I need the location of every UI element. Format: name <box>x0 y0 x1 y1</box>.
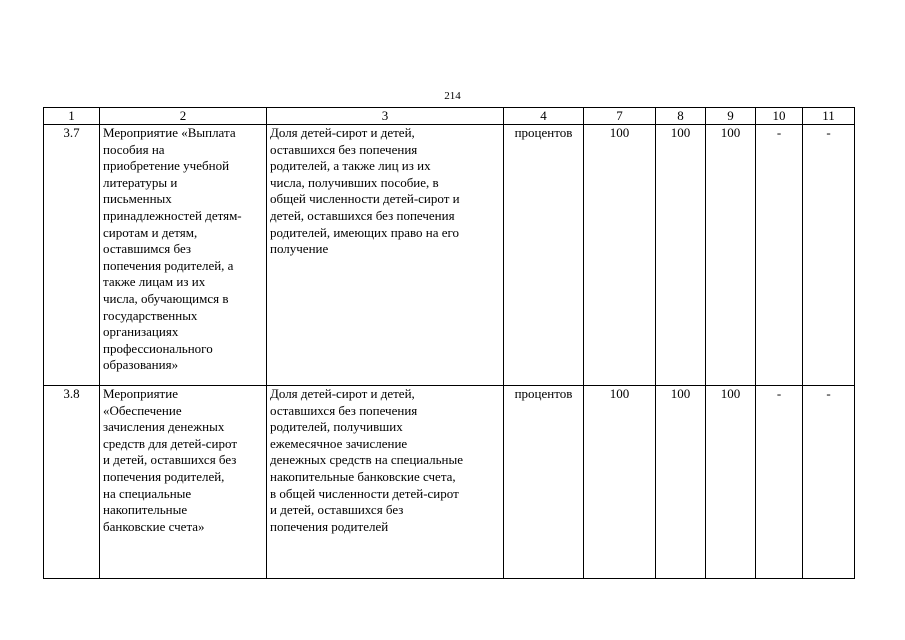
event-line: средств для детей-сирот <box>103 435 238 451</box>
indicator-line: денежных средств на специальные <box>270 452 464 468</box>
event-line: образования» <box>103 357 179 373</box>
unit-cell: процентов <box>504 125 584 386</box>
event-cell <box>100 125 267 386</box>
event-line: зачисления денежных <box>103 419 225 435</box>
indicator-line: Доля детей-сирот и детей, <box>270 125 415 140</box>
header-col-11: 11 <box>803 108 855 125</box>
event-line: «Обеспечение <box>103 402 182 418</box>
event-line: Мероприятие <box>103 386 178 401</box>
row-number: 3.8 <box>44 386 100 579</box>
event-line: литературы и <box>103 174 178 190</box>
value-col-11: - <box>803 386 855 579</box>
header-col-2: 2 <box>100 108 267 125</box>
header-col-9: 9 <box>706 108 756 125</box>
unit-cell: процентов <box>504 386 584 579</box>
indicator-line: оставшихся без попечения <box>270 141 418 157</box>
event-line: профессионального <box>103 340 213 356</box>
header-col-4: 4 <box>504 108 584 125</box>
event-line: банковские счета» <box>103 518 205 534</box>
value-col-7: 100 <box>584 125 656 386</box>
indicator-line: детей, оставшихся без попечения <box>270 207 455 223</box>
event-line: числа, обучающимся в <box>103 290 229 306</box>
header-col-7: 7 <box>584 108 656 125</box>
value-col-10: - <box>756 125 803 386</box>
indicator-line: родителей, а также лиц из их <box>270 158 431 174</box>
event-line: на специальные <box>103 485 192 501</box>
indicator-line: родителей, получивших <box>270 419 403 435</box>
event-line: накопительные <box>103 502 188 518</box>
row-number: 3.7 <box>44 125 100 386</box>
event-line: приобретение учебной <box>103 158 230 174</box>
event-line: оставшимся без <box>103 241 192 257</box>
table-row <box>44 386 855 579</box>
value-col-9: 100 <box>706 125 756 386</box>
indicator-cell <box>267 125 504 386</box>
indicator-line: в общей численности детей-сирот <box>270 485 459 501</box>
indicator-line: получение <box>270 241 329 257</box>
header-col-3: 3 <box>267 108 504 125</box>
event-cell <box>100 386 267 579</box>
event-line: также лицам из их <box>103 274 206 290</box>
header-col-10: 10 <box>756 108 803 125</box>
value-col-7: 100 <box>584 386 656 579</box>
table-row <box>44 125 855 386</box>
header-row <box>44 108 855 125</box>
event-line: организациях <box>103 324 179 340</box>
indicator-line: родителей, имеющих право на его <box>270 224 460 240</box>
event-line: попечения родителей, а <box>103 257 234 273</box>
value-col-11: - <box>803 125 855 386</box>
event-line: и детей, оставшихся без <box>103 452 237 468</box>
indicator-line: попечения родителей <box>270 518 389 534</box>
event-line: принадлежностей детям- <box>103 207 242 223</box>
indicator-line: накопительные банковские счета, <box>270 468 456 484</box>
indicator-line: и детей, оставшихся без <box>270 502 404 518</box>
event-line: пособия на <box>103 141 165 157</box>
page-number: 214 <box>444 90 461 102</box>
indicator-line: общей численности детей-сирот и <box>270 191 460 207</box>
value-col-9: 100 <box>706 386 756 579</box>
measures-table <box>43 107 855 579</box>
header-col-1: 1 <box>44 108 100 125</box>
event-line: Мероприятие «Выплата <box>103 125 236 140</box>
indicator-line: Доля детей-сирот и детей, <box>270 386 415 401</box>
event-line: попечения родителей, <box>103 468 225 484</box>
indicator-line: числа, получивших пособие, в <box>270 174 439 190</box>
indicator-line: ежемесячное зачисление <box>270 435 408 451</box>
event-line: сиротам и детям, <box>103 224 198 240</box>
event-line: государственных <box>103 307 198 323</box>
value-col-8: 100 <box>656 386 706 579</box>
value-col-8: 100 <box>656 125 706 386</box>
indicator-cell <box>267 386 504 579</box>
value-col-10: - <box>756 386 803 579</box>
event-line: письменных <box>103 191 172 207</box>
indicator-line: оставшихся без попечения <box>270 402 418 418</box>
header-col-8: 8 <box>656 108 706 125</box>
